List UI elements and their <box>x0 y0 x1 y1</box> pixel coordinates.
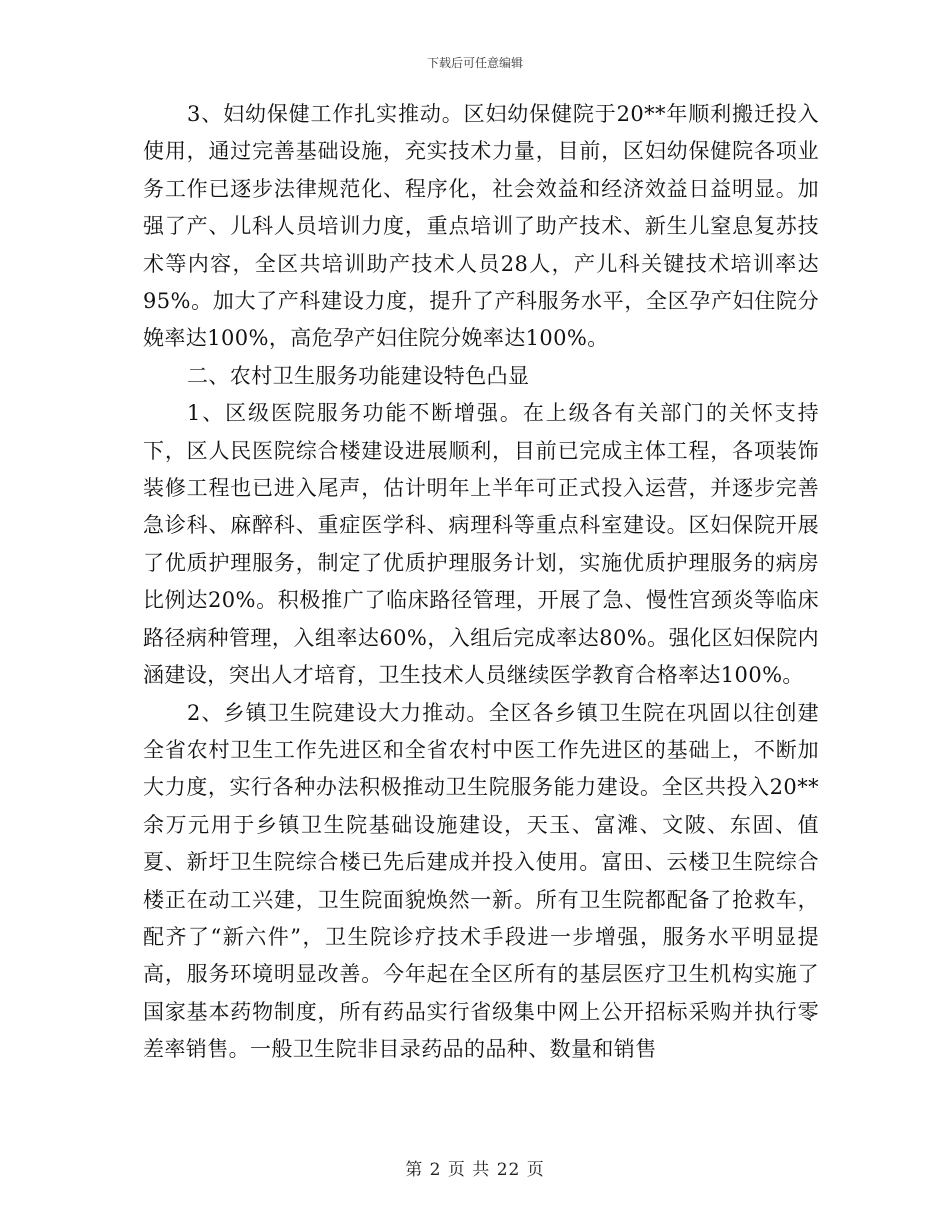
paragraph-district-hospital: 1、区级医院服务功能不断增强。在上级各有关部门的关怀支持下，区人民医院综合楼建设进展顺利，目前已完成主体工程，各项装饰装修工程也已进入尾声，估计明年上半年可正式投入运营，并逐步完善急诊科、麻醉科、重症医学科、病理科等重点科室建设。区妇保院开展了优质护理服务，制定了优质护理服务计划，实施优质护理服务的病房比例达20%。积极推广了临床路径管理，开展了急、慢性宫颈炎等临床路径病种管理，入组率达60%，入组后完成率达80%。强化区妇保院内涵建设，突出人才培育，卫生技术人员继续医学教育合格率达100%。 <box>143 401 819 688</box>
document-body <box>143 96 819 1069</box>
section-heading-rural-health: 二、农村卫生服务功能建设特色凸显 <box>187 363 530 388</box>
paragraph-maternal-child-health: 3、妇幼保健工作扎实推动。区妇幼保健院于20**年顺利搬迁投入使用，通过完善基础设施，充实技术力量，目前，区妇幼保健院各项业务工作已逐步法律规范化、程序化，社会效益和经济效益日益明显。加强了产、儿科人员培训力度，重点培训了助产技术、新生儿窒息复苏技术等内容，全区共培训助产技术人员28人，产儿科关键技术培训率达95%。加大了产科建设力度，提升了产科服务水平，全区孕产妇住院分娩率达100%，高危孕产妇住院分娩率达100%。 <box>143 102 819 351</box>
paragraph-township-health-centers: 2、乡镇卫生院建设大力推动。全区各乡镇卫生院在巩固以往创建全省农村卫生工作先进区和全省农村中医工作先进区的基础上，不断加大力度，实行各种办法积极推动卫生院服务能力建设。全区共投入20**余万元用于乡镇卫生院基础设施建设，天玉、富滩、文陂、东固、值夏、新圩卫生院综合楼已先后建成并投入使用。富田、云楼卫生院综合楼正在动工兴建，卫生院面貌焕然一新。所有卫生院都配备了抢救车，配齐了“新六件”，卫生院诊疗技术手段进一步增强，服务水平明显提高，服务环境明显改善。今年起在全区所有的基层医疗卫生机构实施了国家基本药物制度，所有药品实行省级集中网上公开招标采购并执行零差率销售。一般卫生院非目录药品的品种、数量和销售 <box>143 700 819 1062</box>
page-footer: 第 2 页 共 22 页 <box>405 1160 545 1180</box>
header-note: 下载后可任意编辑 <box>426 56 523 70</box>
